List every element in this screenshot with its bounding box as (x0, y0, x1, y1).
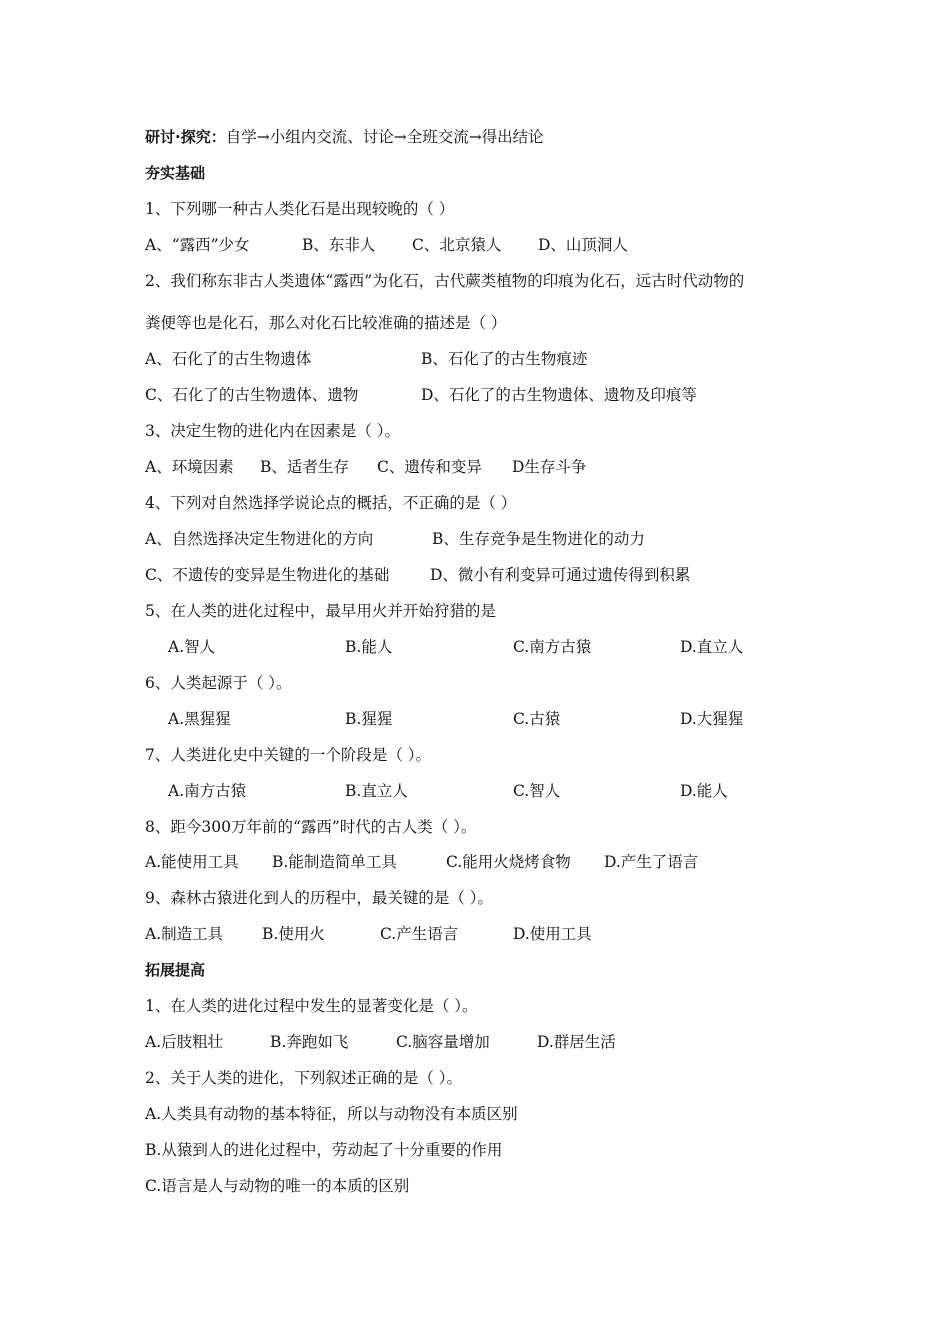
q7-option-d: D.能人 (680, 782, 728, 800)
q9-option-c: C.产生语言 (380, 925, 459, 943)
e1-option-a: A.后肢粗壮 (145, 1033, 224, 1051)
section-heading-extension: 拓展提高 (145, 961, 206, 979)
e2-option-b: B.从猿到人的进化过程中，劳动起了十分重要的作用 (145, 1141, 503, 1159)
q1-option-b: B、东非人 (302, 236, 376, 254)
q4-option-c: C、不遗传的变异是生物进化的基础 (145, 566, 390, 584)
q5-stem: 5、在人类的进化过程中，最早用火并开始狩猎的是 (145, 602, 496, 620)
e1-option-c: C.脑容量增加 (396, 1033, 490, 1051)
q6-option-b: B.猩猩 (345, 710, 393, 728)
intro-line (145, 127, 544, 147)
q2-option-d: D、石化了的古生物遗体、遗物及印痕等 (421, 386, 697, 404)
e1-stem: 1、在人类的进化过程中发生的显著变化是（ ）。 (145, 997, 478, 1015)
q7-option-a: A.南方古猿 (168, 782, 247, 800)
q5-option-a: A.智人 (168, 638, 216, 656)
q5-option-d: D.直立人 (680, 638, 744, 656)
q2-option-b: B、石化了的古生物痕迹 (421, 350, 588, 368)
q1-stem: 1、下列哪一种古人类化石是出现较晚的（ ） (145, 200, 455, 218)
e1-option-d: D.群居生活 (537, 1033, 616, 1051)
e2-stem: 2、关于人类的进化，下列叙述正确的是（ ）。 (145, 1069, 463, 1087)
q3-option-a: A、环境因素 (145, 458, 234, 476)
q2-option-c: C、石化了的古生物遗体、遗物 (145, 386, 359, 404)
q1-option-d: D、山顶洞人 (538, 236, 628, 254)
q3-option-d: D生存斗争 (512, 458, 587, 476)
intro-label: 研讨·探究 (145, 128, 211, 146)
q8-option-d: D.产生了语言 (604, 853, 699, 871)
q4-option-a: A、自然选择决定生物进化的方向 (145, 530, 374, 548)
q6-option-a: A.黑猩猩 (168, 710, 231, 728)
q7-option-c: C.智人 (513, 782, 561, 800)
e2-option-a: A.人类具有动物的基本特征，所以与动物没有本质区别 (145, 1105, 518, 1123)
q2-stem-line2: 粪便等也是化石，那么对化石比较准确的描述是（ ） (145, 314, 507, 332)
section-heading-basics: 夯实基础 (145, 164, 206, 182)
q3-option-b: B、适者生存 (260, 458, 349, 476)
q6-stem: 6、人类起源于（ ）。 (145, 674, 292, 692)
q1-option-c: C、北京猿人 (412, 236, 502, 254)
q8-option-b: B.能制造简单工具 (272, 853, 397, 871)
q5-option-b: B.能人 (345, 638, 393, 656)
q6-option-d: D.大猩猩 (680, 710, 744, 728)
e1-option-b: B.奔跑如飞 (270, 1033, 349, 1051)
q4-option-d: D、微小有利变异可通过遗传得到积累 (430, 566, 691, 584)
q4-option-b: B、生存竞争是生物进化的动力 (432, 530, 645, 548)
intro-colon: ： (210, 128, 226, 146)
q8-stem: 8、距今300万年前的“露西”时代的古人类（ ）。 (145, 818, 477, 836)
q5-option-c: C.南方古猿 (513, 638, 592, 656)
q9-option-b: B.使用火 (262, 925, 325, 943)
e2-option-c: C.语言是人与动物的唯一的本质的区别 (145, 1177, 410, 1195)
q9-option-d: D.使用工具 (513, 925, 592, 943)
q8-option-c: C.能用火烧烤食物 (446, 853, 571, 871)
q4-stem: 4、下列对自然选择学说论点的概括，不正确的是（ ） (145, 494, 517, 512)
q3-option-c: C、遗传和变异 (377, 458, 482, 476)
q7-option-b: B.直立人 (345, 782, 408, 800)
q3-stem: 3、决定生物的进化内在因素是（ ）。 (145, 422, 401, 440)
q8-option-a: A.能使用工具 (145, 853, 239, 871)
q7-stem: 7、人类进化史中关键的一个阶段是（ ）。 (145, 746, 432, 764)
q9-stem: 9、森林古猿进化到人的历程中，最关键的是（ ）。 (145, 889, 494, 907)
q2-stem-line1: 2、我们称东非古人类遗体“露西”为化石，古代蕨类植物的印痕为化石，远古时代动物的 (145, 272, 745, 290)
q1-option-a: A、“露西”少女 (145, 236, 250, 254)
q6-option-c: C.古猿 (513, 710, 561, 728)
intro-text: 自学→小组内交流、讨论→全班交流→得出结论 (225, 128, 544, 146)
q2-option-a: A、石化了的古生物遗体 (145, 350, 312, 368)
q9-option-a: A.制造工具 (145, 925, 224, 943)
